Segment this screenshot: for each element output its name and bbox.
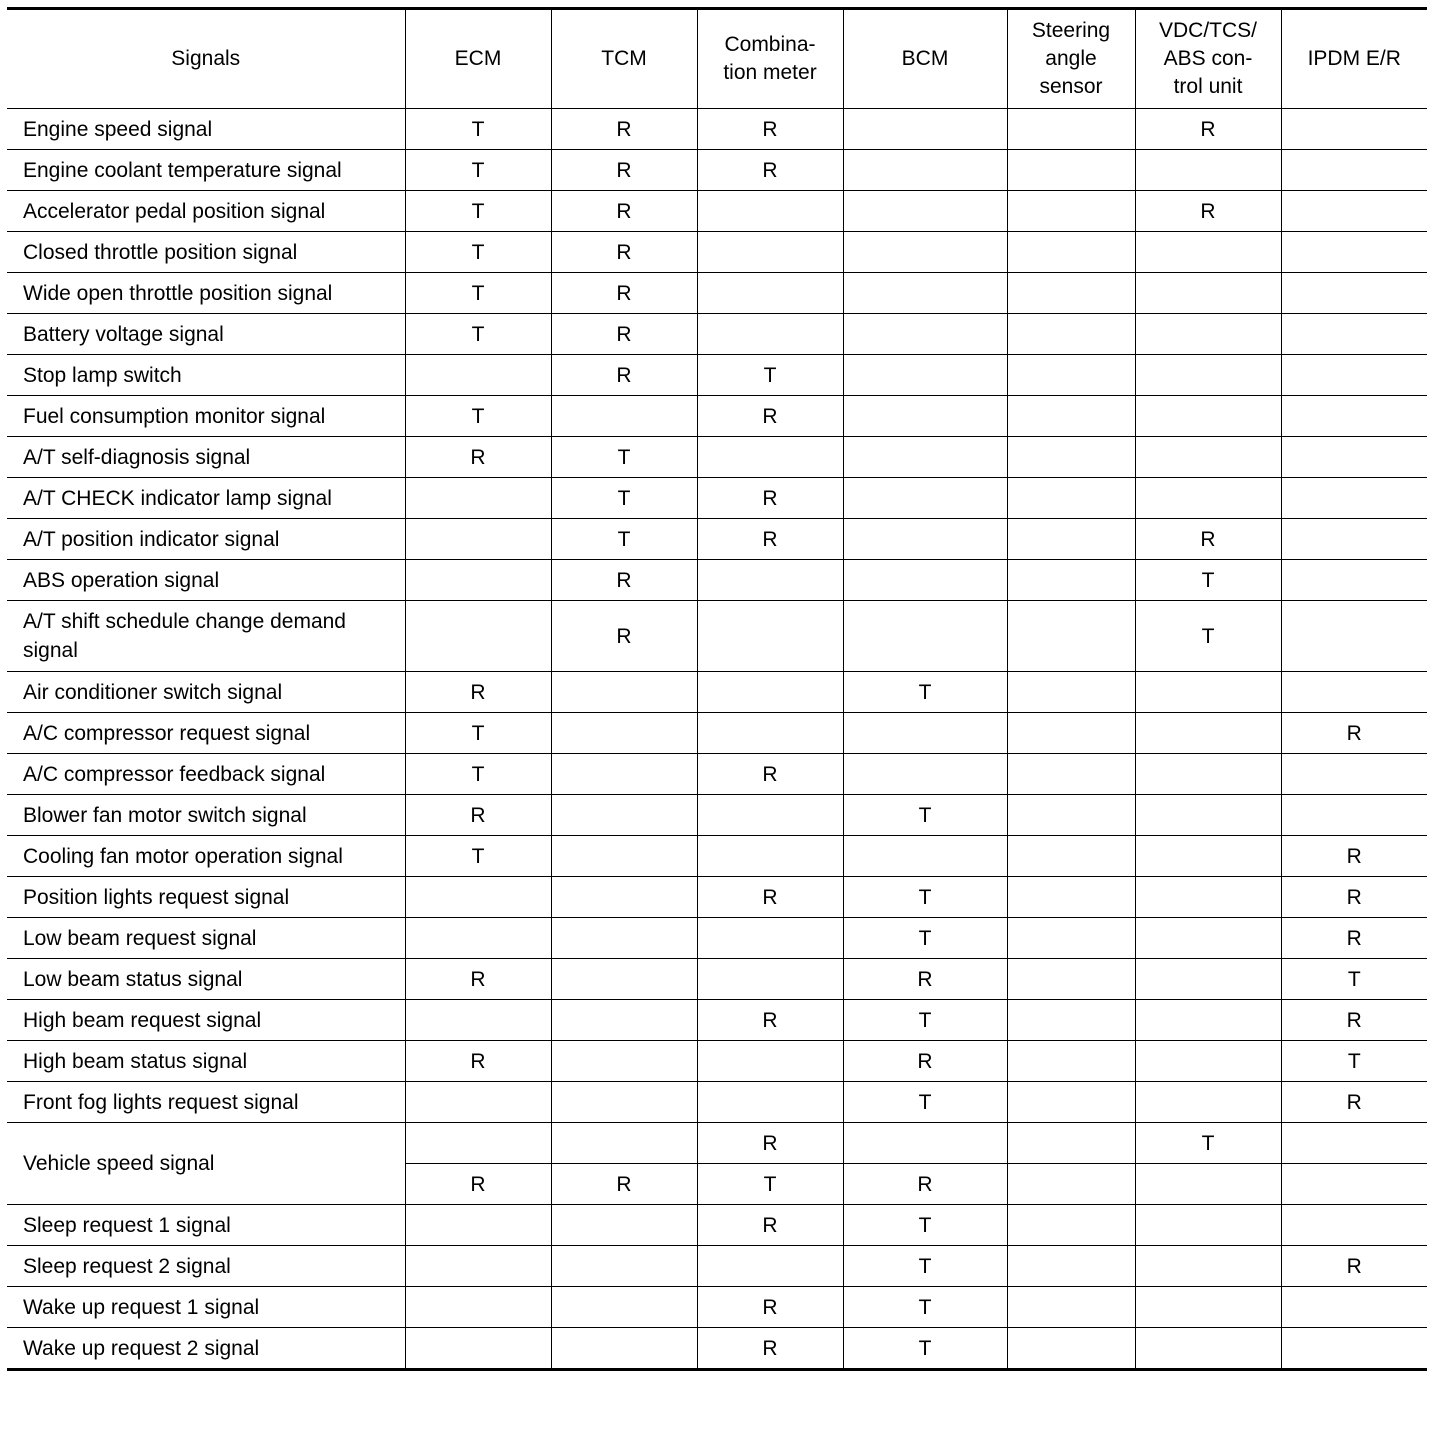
signal-direction-cell: R bbox=[551, 191, 697, 232]
signal-direction-cell: R bbox=[405, 1164, 551, 1205]
signal-direction-cell: R bbox=[551, 150, 697, 191]
signal-direction-cell: R bbox=[697, 1123, 843, 1164]
signal-direction-cell bbox=[405, 877, 551, 918]
signal-direction-cell bbox=[1007, 314, 1135, 355]
signal-direction-cell bbox=[843, 314, 1007, 355]
signal-name: A/T CHECK indicator lamp signal bbox=[7, 478, 405, 519]
signal-direction-cell bbox=[843, 437, 1007, 478]
signal-direction-cell bbox=[551, 795, 697, 836]
signal-direction-cell bbox=[1281, 1164, 1427, 1205]
signal-direction-cell bbox=[1135, 836, 1281, 877]
signal-direction-cell bbox=[697, 232, 843, 273]
signal-direction-cell bbox=[1135, 1328, 1281, 1370]
signal-direction-cell: R bbox=[697, 519, 843, 560]
signal-direction-cell bbox=[405, 1123, 551, 1164]
signal-direction-cell bbox=[551, 1287, 697, 1328]
signal-direction-cell bbox=[1007, 109, 1135, 150]
table-row bbox=[7, 273, 1427, 314]
signal-name: Wake up request 1 signal bbox=[7, 1287, 405, 1328]
signal-direction-cell: T bbox=[843, 1328, 1007, 1370]
signal-name: Engine coolant temperature signal bbox=[7, 150, 405, 191]
table-row bbox=[7, 1082, 1427, 1123]
signal-direction-cell: T bbox=[1281, 959, 1427, 1000]
signal-direction-cell bbox=[1007, 191, 1135, 232]
signal-direction-cell bbox=[1281, 232, 1427, 273]
signal-direction-cell: T bbox=[405, 754, 551, 795]
signal-direction-cell: T bbox=[551, 519, 697, 560]
signal-direction-cell: R bbox=[1135, 109, 1281, 150]
signal-direction-cell bbox=[405, 1328, 551, 1370]
signal-name: Low beam request signal bbox=[7, 918, 405, 959]
signal-direction-cell bbox=[1007, 1328, 1135, 1370]
signal-name: Closed throttle position signal bbox=[7, 232, 405, 273]
table-row bbox=[7, 713, 1427, 754]
signal-direction-cell bbox=[1281, 795, 1427, 836]
signal-direction-cell: R bbox=[843, 1041, 1007, 1082]
signal-direction-cell bbox=[1007, 232, 1135, 273]
signal-direction-cell bbox=[697, 1041, 843, 1082]
signal-direction-cell bbox=[1135, 314, 1281, 355]
table-row bbox=[7, 437, 1427, 478]
table-row bbox=[7, 877, 1427, 918]
table-row bbox=[7, 109, 1427, 150]
column-header: Steering angle sensor bbox=[1007, 9, 1135, 109]
signal-direction-cell bbox=[551, 1082, 697, 1123]
signal-direction-cell: R bbox=[843, 1164, 1007, 1205]
table-row bbox=[7, 191, 1427, 232]
signal-name: A/T position indicator signal bbox=[7, 519, 405, 560]
signal-name: Fuel consumption monitor signal bbox=[7, 396, 405, 437]
signal-direction-cell bbox=[1007, 672, 1135, 713]
signal-direction-cell bbox=[1281, 191, 1427, 232]
signal-direction-cell bbox=[1007, 713, 1135, 754]
signal-direction-cell: R bbox=[697, 396, 843, 437]
signal-direction-cell bbox=[1135, 150, 1281, 191]
table-row bbox=[7, 1328, 1427, 1370]
signal-direction-cell bbox=[1007, 1082, 1135, 1123]
signal-direction-cell bbox=[1135, 478, 1281, 519]
signal-direction-cell bbox=[697, 672, 843, 713]
signal-direction-cell bbox=[1281, 273, 1427, 314]
signal-direction-cell bbox=[1135, 959, 1281, 1000]
signal-direction-cell bbox=[1135, 672, 1281, 713]
signal-direction-cell bbox=[1281, 601, 1427, 672]
table-row bbox=[7, 601, 1427, 672]
signal-direction-cell bbox=[1007, 273, 1135, 314]
signal-name: Air conditioner switch signal bbox=[7, 672, 405, 713]
signal-direction-cell: R bbox=[1281, 877, 1427, 918]
signal-direction-cell bbox=[1135, 355, 1281, 396]
signal-name: High beam status signal bbox=[7, 1041, 405, 1082]
signal-direction-cell bbox=[1281, 560, 1427, 601]
signal-direction-cell: R bbox=[697, 478, 843, 519]
signal-name: Vehicle speed signal bbox=[7, 1123, 405, 1205]
signal-direction-cell: T bbox=[1281, 1041, 1427, 1082]
signal-direction-cell: R bbox=[1281, 1082, 1427, 1123]
signal-name: Stop lamp switch bbox=[7, 355, 405, 396]
signal-direction-cell bbox=[843, 713, 1007, 754]
signal-direction-cell bbox=[1281, 1328, 1427, 1370]
signal-direction-cell: R bbox=[551, 560, 697, 601]
signal-direction-cell bbox=[551, 877, 697, 918]
table-row bbox=[7, 754, 1427, 795]
signal-direction-cell bbox=[551, 396, 697, 437]
signal-direction-cell bbox=[1281, 478, 1427, 519]
signal-name: A/C compressor feedback signal bbox=[7, 754, 405, 795]
signal-direction-cell bbox=[843, 232, 1007, 273]
table-row bbox=[7, 314, 1427, 355]
signal-name: ABS operation signal bbox=[7, 560, 405, 601]
signal-direction-cell bbox=[405, 1082, 551, 1123]
signal-direction-cell bbox=[551, 1328, 697, 1370]
signal-direction-cell: R bbox=[1281, 918, 1427, 959]
signal-direction-cell bbox=[1135, 1164, 1281, 1205]
signal-direction-cell: R bbox=[551, 232, 697, 273]
signal-direction-cell: T bbox=[697, 1164, 843, 1205]
signal-direction-cell bbox=[551, 836, 697, 877]
signal-direction-cell bbox=[1281, 355, 1427, 396]
signal-direction-cell bbox=[843, 355, 1007, 396]
signal-direction-cell: T bbox=[405, 191, 551, 232]
signal-direction-cell bbox=[551, 1246, 697, 1287]
signal-direction-cell: R bbox=[405, 795, 551, 836]
signal-direction-cell bbox=[697, 601, 843, 672]
signal-direction-cell bbox=[405, 1287, 551, 1328]
signal-direction-cell bbox=[1007, 1123, 1135, 1164]
signal-direction-cell bbox=[1007, 795, 1135, 836]
signal-direction-cell: R bbox=[1281, 836, 1427, 877]
signal-direction-cell: R bbox=[697, 1328, 843, 1370]
signal-direction-cell bbox=[843, 754, 1007, 795]
signal-direction-cell: R bbox=[1281, 713, 1427, 754]
signal-direction-cell: R bbox=[697, 150, 843, 191]
table-row bbox=[7, 478, 1427, 519]
signal-direction-cell bbox=[1281, 314, 1427, 355]
signal-direction-cell bbox=[1007, 478, 1135, 519]
table-row bbox=[7, 355, 1427, 396]
signal-name: Cooling fan motor operation signal bbox=[7, 836, 405, 877]
table-row bbox=[7, 1246, 1427, 1287]
signal-direction-cell bbox=[1135, 1205, 1281, 1246]
signal-direction-cell: R bbox=[697, 1205, 843, 1246]
signal-direction-cell: R bbox=[405, 1041, 551, 1082]
signal-direction-cell bbox=[1135, 232, 1281, 273]
signal-direction-cell: R bbox=[697, 109, 843, 150]
signal-direction-cell bbox=[697, 314, 843, 355]
signal-direction-cell bbox=[1135, 1246, 1281, 1287]
signal-direction-cell: R bbox=[551, 1164, 697, 1205]
signal-direction-cell bbox=[1007, 836, 1135, 877]
signal-direction-cell: T bbox=[843, 1205, 1007, 1246]
column-header: Combina- tion meter bbox=[697, 9, 843, 109]
signal-direction-cell bbox=[405, 478, 551, 519]
signal-direction-cell bbox=[551, 754, 697, 795]
signal-direction-cell bbox=[1007, 959, 1135, 1000]
signal-direction-cell: T bbox=[843, 1000, 1007, 1041]
signal-name: Wake up request 2 signal bbox=[7, 1328, 405, 1370]
signal-name: A/T self-diagnosis signal bbox=[7, 437, 405, 478]
signal-name: High beam request signal bbox=[7, 1000, 405, 1041]
signal-direction-cell: R bbox=[697, 1287, 843, 1328]
signal-direction-cell bbox=[697, 1246, 843, 1287]
signal-direction-cell bbox=[1007, 1000, 1135, 1041]
signal-name: Sleep request 1 signal bbox=[7, 1205, 405, 1246]
signal-direction-cell: T bbox=[843, 795, 1007, 836]
column-header: ECM bbox=[405, 9, 551, 109]
signal-direction-cell bbox=[1281, 1123, 1427, 1164]
signal-direction-cell: T bbox=[843, 918, 1007, 959]
signal-direction-cell: R bbox=[551, 109, 697, 150]
signal-direction-cell bbox=[1007, 1205, 1135, 1246]
signal-direction-cell: T bbox=[843, 877, 1007, 918]
signal-direction-cell bbox=[405, 1205, 551, 1246]
signal-direction-cell: R bbox=[843, 959, 1007, 1000]
signal-direction-cell: R bbox=[405, 672, 551, 713]
signal-name: A/C compressor request signal bbox=[7, 713, 405, 754]
signal-name: Low beam status signal bbox=[7, 959, 405, 1000]
signal-direction-cell bbox=[1135, 1082, 1281, 1123]
signal-direction-cell: T bbox=[405, 314, 551, 355]
signal-direction-cell bbox=[697, 959, 843, 1000]
signal-direction-cell bbox=[1135, 273, 1281, 314]
signal-direction-cell bbox=[697, 437, 843, 478]
signal-direction-cell: R bbox=[697, 1000, 843, 1041]
signal-direction-cell: T bbox=[1135, 1123, 1281, 1164]
signal-direction-cell: R bbox=[551, 355, 697, 396]
signal-name: Front fog lights request signal bbox=[7, 1082, 405, 1123]
column-header: BCM bbox=[843, 9, 1007, 109]
signal-direction-cell bbox=[405, 355, 551, 396]
signal-direction-cell: T bbox=[405, 150, 551, 191]
table-row bbox=[7, 560, 1427, 601]
signal-direction-cell: T bbox=[405, 836, 551, 877]
signal-direction-cell: T bbox=[405, 273, 551, 314]
signal-direction-cell bbox=[1135, 754, 1281, 795]
signal-direction-cell bbox=[1135, 396, 1281, 437]
signal-direction-cell bbox=[1281, 1205, 1427, 1246]
signal-direction-cell bbox=[697, 918, 843, 959]
signal-name: Position lights request signal bbox=[7, 877, 405, 918]
signal-direction-cell bbox=[1007, 1164, 1135, 1205]
signal-direction-cell: T bbox=[697, 355, 843, 396]
signal-direction-cell bbox=[405, 601, 551, 672]
table-row bbox=[7, 959, 1427, 1000]
signal-direction-cell bbox=[1281, 754, 1427, 795]
signal-direction-cell: T bbox=[1135, 560, 1281, 601]
table-row bbox=[7, 1123, 1427, 1164]
can-communication-signal-table bbox=[7, 7, 1427, 1371]
signal-direction-cell bbox=[843, 396, 1007, 437]
table-row bbox=[7, 1041, 1427, 1082]
table-row bbox=[7, 150, 1427, 191]
signal-direction-cell bbox=[1281, 1287, 1427, 1328]
table-row bbox=[7, 918, 1427, 959]
signal-direction-cell bbox=[1007, 918, 1135, 959]
signal-direction-cell bbox=[551, 672, 697, 713]
signal-direction-cell: T bbox=[551, 478, 697, 519]
signal-name: Battery voltage signal bbox=[7, 314, 405, 355]
signal-direction-cell bbox=[697, 273, 843, 314]
signal-direction-cell: R bbox=[551, 273, 697, 314]
signal-direction-cell: T bbox=[843, 672, 1007, 713]
signal-direction-cell bbox=[551, 1123, 697, 1164]
header-row bbox=[7, 9, 1427, 109]
signal-direction-cell bbox=[843, 560, 1007, 601]
signal-direction-cell bbox=[1007, 601, 1135, 672]
table-row bbox=[7, 1205, 1427, 1246]
signal-name: A/T shift schedule change demand signal bbox=[7, 601, 405, 672]
signal-name: Accelerator pedal position signal bbox=[7, 191, 405, 232]
table-row bbox=[7, 232, 1427, 273]
signal-direction-cell bbox=[1007, 150, 1135, 191]
table-row bbox=[7, 672, 1427, 713]
signal-direction-cell bbox=[1135, 713, 1281, 754]
column-header: TCM bbox=[551, 9, 697, 109]
signal-direction-cell bbox=[551, 1000, 697, 1041]
table-row bbox=[7, 795, 1427, 836]
signal-direction-cell bbox=[405, 918, 551, 959]
signal-name: Blower fan motor switch signal bbox=[7, 795, 405, 836]
signal-direction-cell bbox=[1007, 396, 1135, 437]
column-header-signals: Signals bbox=[7, 9, 405, 109]
signal-direction-cell: T bbox=[405, 713, 551, 754]
signal-direction-cell bbox=[843, 109, 1007, 150]
signal-direction-cell bbox=[843, 1123, 1007, 1164]
signal-direction-cell bbox=[551, 918, 697, 959]
signal-direction-cell: T bbox=[843, 1246, 1007, 1287]
table-row bbox=[7, 396, 1427, 437]
signal-direction-cell bbox=[843, 836, 1007, 877]
signal-direction-cell bbox=[551, 959, 697, 1000]
signal-direction-cell bbox=[1281, 672, 1427, 713]
signal-name: Engine speed signal bbox=[7, 109, 405, 150]
signal-direction-cell bbox=[405, 1000, 551, 1041]
signal-name: Sleep request 2 signal bbox=[7, 1246, 405, 1287]
signal-direction-cell bbox=[1135, 795, 1281, 836]
signal-direction-cell bbox=[1281, 109, 1427, 150]
signal-direction-cell: T bbox=[405, 396, 551, 437]
signal-direction-cell bbox=[551, 1205, 697, 1246]
signal-direction-cell bbox=[1281, 396, 1427, 437]
signal-direction-cell bbox=[1135, 1000, 1281, 1041]
signal-direction-cell: R bbox=[405, 437, 551, 478]
signal-direction-cell bbox=[1135, 437, 1281, 478]
signal-direction-cell bbox=[697, 836, 843, 877]
table-row bbox=[7, 836, 1427, 877]
signal-direction-cell bbox=[405, 560, 551, 601]
signal-direction-cell bbox=[1007, 1041, 1135, 1082]
signal-direction-cell: R bbox=[1135, 519, 1281, 560]
signal-direction-cell: T bbox=[405, 232, 551, 273]
signal-direction-cell bbox=[1007, 1287, 1135, 1328]
signal-direction-cell bbox=[697, 191, 843, 232]
signal-direction-cell bbox=[843, 601, 1007, 672]
column-header: IPDM E/R bbox=[1281, 9, 1427, 109]
signal-direction-cell bbox=[1007, 437, 1135, 478]
signal-direction-cell bbox=[1135, 1041, 1281, 1082]
signal-direction-cell bbox=[843, 519, 1007, 560]
signal-direction-cell: T bbox=[1135, 601, 1281, 672]
signal-direction-cell bbox=[1007, 1246, 1135, 1287]
signal-direction-cell bbox=[1007, 754, 1135, 795]
signal-direction-cell: R bbox=[1281, 1246, 1427, 1287]
signal-direction-cell: R bbox=[405, 959, 551, 1000]
signal-direction-cell: T bbox=[551, 437, 697, 478]
signal-direction-cell bbox=[1135, 877, 1281, 918]
signal-direction-cell bbox=[843, 191, 1007, 232]
signal-direction-cell bbox=[843, 150, 1007, 191]
signal-direction-cell bbox=[551, 713, 697, 754]
signal-direction-cell bbox=[405, 1246, 551, 1287]
table-row bbox=[7, 1287, 1427, 1328]
signal-direction-cell bbox=[697, 560, 843, 601]
signal-direction-cell: R bbox=[1135, 191, 1281, 232]
signal-direction-cell: R bbox=[1281, 1000, 1427, 1041]
signal-direction-cell: R bbox=[697, 754, 843, 795]
table-row bbox=[7, 519, 1427, 560]
signal-direction-cell: R bbox=[551, 314, 697, 355]
signal-direction-cell bbox=[1007, 355, 1135, 396]
signal-direction-cell bbox=[1135, 918, 1281, 959]
signal-direction-cell bbox=[1281, 150, 1427, 191]
signal-direction-cell bbox=[697, 1082, 843, 1123]
signal-direction-cell bbox=[697, 713, 843, 754]
signal-direction-cell bbox=[843, 478, 1007, 519]
signal-direction-cell bbox=[1281, 519, 1427, 560]
signal-direction-cell bbox=[843, 273, 1007, 314]
signal-direction-cell bbox=[697, 795, 843, 836]
signal-name: Wide open throttle position signal bbox=[7, 273, 405, 314]
signal-direction-cell bbox=[1007, 877, 1135, 918]
signal-direction-cell: T bbox=[405, 109, 551, 150]
signal-direction-cell bbox=[1007, 560, 1135, 601]
signal-direction-cell bbox=[1007, 519, 1135, 560]
signal-direction-cell bbox=[1135, 1287, 1281, 1328]
signal-direction-cell bbox=[405, 519, 551, 560]
signal-direction-cell: R bbox=[697, 877, 843, 918]
signal-direction-cell bbox=[1281, 437, 1427, 478]
table-row bbox=[7, 1000, 1427, 1041]
signal-direction-cell: R bbox=[551, 601, 697, 672]
signal-direction-cell: T bbox=[843, 1082, 1007, 1123]
column-header: VDC/TCS/ ABS con- trol unit bbox=[1135, 9, 1281, 109]
signal-direction-cell bbox=[551, 1041, 697, 1082]
signal-direction-cell: T bbox=[843, 1287, 1007, 1328]
